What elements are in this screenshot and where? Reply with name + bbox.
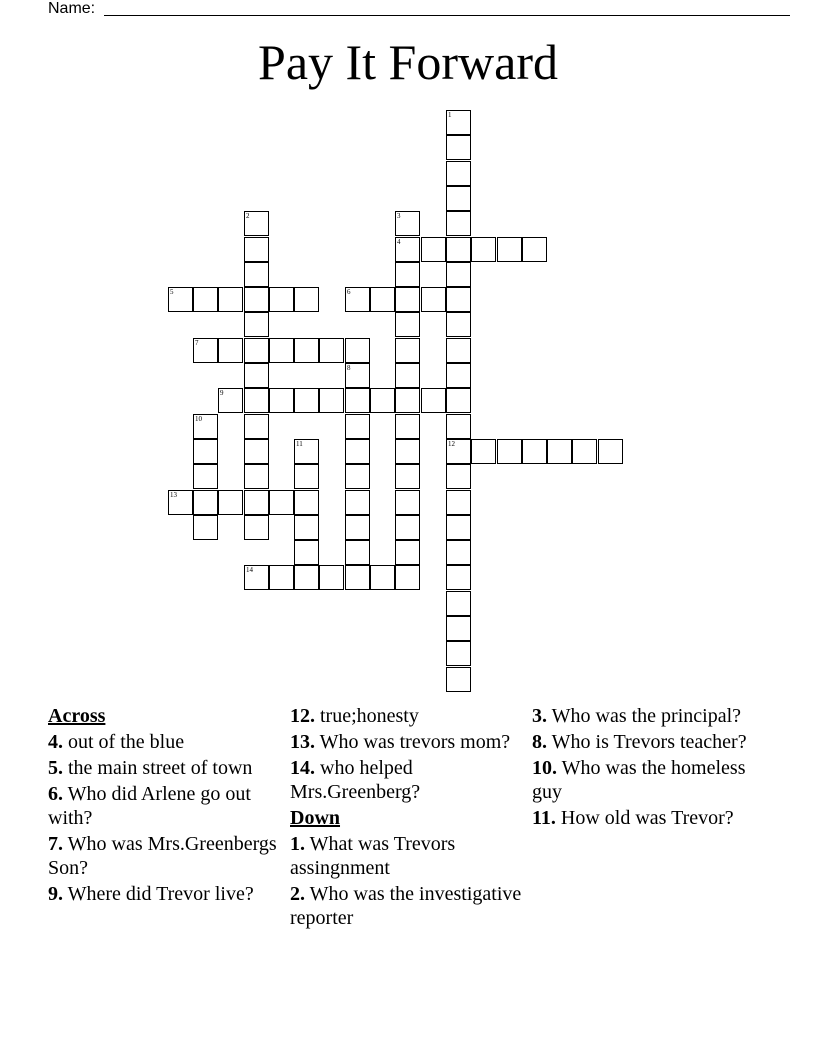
clue-text: Where did Trevor live? [67, 883, 254, 905]
clue-number-label: 5. [48, 757, 63, 779]
grid-cell[interactable] [345, 414, 370, 439]
grid-cell[interactable] [446, 110, 471, 135]
grid-cell[interactable] [345, 338, 370, 363]
grid-cell[interactable] [218, 490, 243, 515]
grid-cell[interactable] [244, 414, 269, 439]
grid-cell[interactable] [446, 211, 471, 236]
grid-cell[interactable] [446, 161, 471, 186]
grid-cell[interactable] [294, 439, 319, 464]
clue-item [532, 730, 764, 754]
grid-cell[interactable] [319, 388, 344, 413]
grid-cell[interactable] [294, 565, 319, 590]
grid-cell[interactable] [395, 338, 420, 363]
grid-cell[interactable] [395, 388, 420, 413]
grid-cell[interactable] [446, 262, 471, 287]
grid-cell[interactable] [345, 515, 370, 540]
clue-number-label: 10. [532, 757, 557, 779]
grid-cell[interactable] [244, 388, 269, 413]
grid-cell[interactable] [395, 515, 420, 540]
grid-cell[interactable] [168, 490, 193, 515]
grid-cell[interactable] [497, 237, 522, 262]
clue-number: 12 [448, 440, 455, 448]
clue-text: Who was trevors mom? [319, 731, 511, 753]
clues-column-2 [290, 704, 522, 932]
grid-cell[interactable] [395, 565, 420, 590]
grid-cell[interactable] [294, 388, 319, 413]
page-title: Pay It Forward [258, 34, 558, 90]
grid-cell[interactable] [294, 490, 319, 515]
grid-cell[interactable] [269, 565, 294, 590]
grid-cell[interactable] [244, 490, 269, 515]
clue-number-label: 3. [532, 705, 547, 727]
grid-cell[interactable] [395, 464, 420, 489]
clue-item [290, 832, 522, 880]
grid-cell[interactable] [395, 414, 420, 439]
clue-number: 8 [347, 364, 351, 372]
grid-cell[interactable] [497, 439, 522, 464]
grid-cell[interactable] [244, 338, 269, 363]
clue-item [290, 704, 522, 728]
name-label: Name: [48, 0, 96, 17]
clue-number: 2 [246, 212, 250, 220]
clues-column-3 [532, 704, 764, 832]
clue-number-label: 6. [48, 783, 63, 805]
clue-item [48, 782, 280, 830]
grid-cell[interactable] [446, 515, 471, 540]
grid-cell[interactable] [345, 490, 370, 515]
grid-cell[interactable] [294, 338, 319, 363]
clue-number: 10 [195, 415, 202, 423]
grid-cell[interactable] [446, 591, 471, 616]
clue-number-label: 12. [290, 705, 315, 727]
grid-cell[interactable] [193, 414, 218, 439]
grid-cell[interactable] [395, 490, 420, 515]
grid-cell[interactable] [244, 287, 269, 312]
grid-cell[interactable] [294, 540, 319, 565]
clue-text: Who did Arlene go out with? [48, 783, 251, 829]
clue-number: 3 [397, 212, 401, 220]
grid-cell[interactable] [395, 287, 420, 312]
grid-cell[interactable] [598, 439, 623, 464]
clue-text: who helped Mrs.Greenberg? [290, 757, 421, 803]
grid-cell[interactable] [244, 363, 269, 388]
grid-cell[interactable] [294, 515, 319, 540]
clue-text: out of the blue [68, 731, 185, 753]
clue-item [532, 806, 764, 830]
clue-number-label: 2. [290, 883, 305, 905]
grid-cell[interactable] [244, 312, 269, 337]
clue-text: Who was the investigative reporter [290, 883, 522, 929]
grid-cell[interactable] [446, 667, 471, 692]
grid-cell[interactable] [446, 439, 471, 464]
grid-cell[interactable] [269, 490, 294, 515]
clue-number: 11 [296, 440, 303, 448]
grid-cell[interactable] [193, 490, 218, 515]
grid-cell[interactable] [446, 464, 471, 489]
grid-cell[interactable] [395, 540, 420, 565]
clue-number: 6 [347, 288, 351, 296]
grid-cell[interactable] [446, 388, 471, 413]
clue-number: 14 [246, 566, 253, 574]
grid-cell[interactable] [446, 565, 471, 590]
grid-cell[interactable] [244, 464, 269, 489]
grid-cell[interactable] [446, 237, 471, 262]
clue-item [290, 756, 522, 804]
clue-number-label: 11. [532, 807, 556, 829]
grid-cell[interactable] [244, 439, 269, 464]
clue-number: 4 [397, 238, 401, 246]
grid-cell[interactable] [446, 312, 471, 337]
grid-cell[interactable] [446, 186, 471, 211]
grid-cell[interactable] [319, 338, 344, 363]
grid-cell[interactable] [345, 388, 370, 413]
grid-cell[interactable] [395, 211, 420, 236]
grid-cell[interactable] [446, 363, 471, 388]
clue-item [532, 756, 764, 804]
grid-cell[interactable] [370, 565, 395, 590]
grid-cell[interactable] [395, 237, 420, 262]
grid-cell[interactable] [547, 439, 572, 464]
clue-item [48, 882, 280, 906]
clue-number-label: 14. [290, 757, 315, 779]
grid-cell[interactable] [345, 464, 370, 489]
grid-cell[interactable] [446, 287, 471, 312]
grid-cell[interactable] [193, 338, 218, 363]
grid-cell[interactable] [395, 312, 420, 337]
grid-cell[interactable] [446, 490, 471, 515]
grid-cell[interactable] [168, 287, 193, 312]
grid-cell[interactable] [218, 338, 243, 363]
grid-cell[interactable] [446, 135, 471, 160]
grid-cell[interactable] [193, 439, 218, 464]
clue-number: 1 [448, 111, 452, 119]
grid-cell[interactable] [421, 388, 446, 413]
clues-column-1 [48, 704, 280, 908]
grid-cell[interactable] [522, 439, 547, 464]
grid-cell[interactable] [370, 287, 395, 312]
grid-cell[interactable] [269, 287, 294, 312]
grid-cell[interactable] [345, 565, 370, 590]
grid-cell[interactable] [395, 363, 420, 388]
grid-cell[interactable] [269, 338, 294, 363]
grid-cell[interactable] [244, 515, 269, 540]
grid-cell[interactable] [395, 439, 420, 464]
grid-cell[interactable] [269, 388, 294, 413]
clue-text: true;honesty [320, 705, 419, 727]
grid-cell[interactable] [244, 565, 269, 590]
grid-cell[interactable] [446, 641, 471, 666]
grid-cell[interactable] [395, 262, 420, 287]
grid-cell[interactable] [345, 363, 370, 388]
grid-cell[interactable] [244, 262, 269, 287]
grid-cell[interactable] [446, 540, 471, 565]
clue-number-label: 4. [48, 731, 63, 753]
clue-item [532, 704, 764, 728]
grid-cell[interactable] [421, 237, 446, 262]
down-heading: Down [290, 807, 341, 829]
clue-text: Who was the homeless guy [532, 757, 746, 803]
clue-number-label: 9. [48, 883, 63, 905]
grid-cell[interactable] [345, 439, 370, 464]
grid-cell[interactable] [471, 237, 496, 262]
clue-number: 5 [170, 288, 174, 296]
grid-cell[interactable] [218, 388, 243, 413]
grid-cell[interactable] [193, 464, 218, 489]
grid-cell[interactable] [294, 287, 319, 312]
clue-number: 7 [195, 339, 199, 347]
grid-cell[interactable] [446, 616, 471, 641]
grid-cell[interactable] [471, 439, 496, 464]
clue-number-label: 1. [290, 833, 305, 855]
clue-text: the main street of town [68, 757, 253, 779]
grid-cell[interactable] [345, 540, 370, 565]
clue-number-label: 13. [290, 731, 315, 753]
grid-cell[interactable] [421, 287, 446, 312]
across-heading: Across [48, 705, 106, 727]
clue-text: How old was Trevor? [560, 807, 734, 829]
grid-cell[interactable] [446, 414, 471, 439]
grid-cell[interactable] [370, 388, 395, 413]
grid-cell[interactable] [446, 338, 471, 363]
clue-number-label: 8. [532, 731, 547, 753]
clue-text: What was Trevors assingnment [290, 833, 456, 879]
clue-number-label: 7. [48, 833, 63, 855]
grid-cell[interactable] [244, 211, 269, 236]
grid-cell[interactable] [572, 439, 597, 464]
grid-cell[interactable] [294, 464, 319, 489]
clue-item [290, 730, 522, 754]
clue-number: 13 [170, 491, 177, 499]
clue-text: Who was Mrs.Greenbergs Son? [48, 833, 277, 879]
clue-text: Who was the principal? [551, 705, 742, 727]
grid-cell[interactable] [319, 565, 344, 590]
grid-cell[interactable] [345, 287, 370, 312]
grid-cell[interactable] [522, 237, 547, 262]
clue-item [290, 882, 522, 930]
grid-cell[interactable] [244, 237, 269, 262]
clue-item [48, 756, 280, 780]
clue-item [48, 730, 280, 754]
clue-item [48, 832, 280, 880]
grid-cell[interactable] [193, 515, 218, 540]
clue-number: 9 [220, 389, 224, 397]
clue-text: Who is Trevors teacher? [551, 731, 747, 753]
grid-cell[interactable] [193, 287, 218, 312]
grid-cell[interactable] [218, 287, 243, 312]
